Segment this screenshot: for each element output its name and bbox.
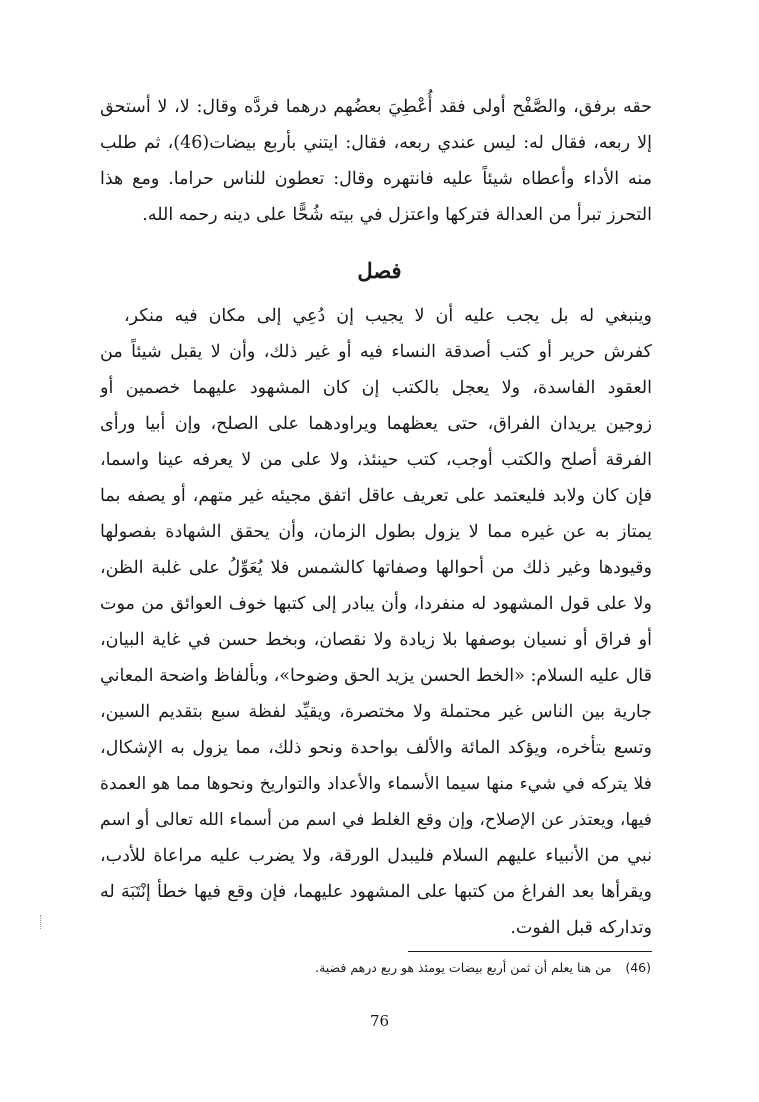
scan-mark — [40, 915, 43, 929]
text-line: التحرز تبرأ من العدالة فتركها واعتزل في بيته شُحًّا على دينه رحمه الله. — [142, 205, 652, 225]
text-line: فيها، ويعتذر عن الإصلاح، وإن وقع الغلط في اسم من أسماء الله تعالى أو اسم — [100, 810, 652, 830]
paragraph-1 — [100, 89, 652, 239]
section-heading: فصل — [357, 258, 402, 283]
footnote-text: من هنا يعلم أن ثمن أربع بيضات يومئذ هو ربع درهم فضية. — [315, 960, 612, 975]
text-line: حقه برفق، والصَّفْح أولى فقد أُعْطِيَ بعضُهم درهما فردَّه وقال: لا، لا أستحق — [100, 97, 652, 117]
text-line: ولا على قول المشهود له منفردا، وأن يبادر إلى كتبها خوف العوائق من موت — [100, 594, 652, 614]
text-line: كفرش حرير أو كتب أصدقة النساء فيه أو غير ذلك، وأن لا يقبل شيئاً من — [100, 342, 652, 362]
page-number: 76 — [369, 1012, 390, 1030]
footnote — [91, 960, 651, 975]
text-line: جارية بين الناس غير محتملة ولا مختصرة، ويقيِّد لفظة سبع بتقديم السين، — [100, 702, 652, 722]
text-line: إلا ربعه، فقال له: ليس عندي ربعه، فقال: ايتني بأربع بيضات(46)، ثم طلب — [100, 133, 652, 153]
text-line: وقيودها وغير ذلك من أحوالها وصفاتها كالشمس فلا يُعَوِّلُ على غلبة الظن، — [100, 558, 652, 578]
text-line: وينبغي له بل يجب عليه أن لا يجيب إن دُعِي إلى مكان فيه منكر، — [124, 306, 652, 326]
text-line: وتداركه قبل الفوت. — [510, 918, 652, 938]
text-line: فلا يتركه في شيء منها سيما الأسماء والأعداد والتواريخ ونحوها مما هو العمدة — [100, 774, 652, 794]
text-line: يمتاز به عن غيره مما لا يزول بطول الزمان، وأن يحقق الشهادة بفصولها — [100, 522, 652, 542]
footnote-number: (46) — [625, 960, 651, 975]
text-line: أو فراق أو نسيان بوصفها بلا زيادة ولا نقصان، وبخط حسن في غاية البيان، — [100, 630, 652, 650]
text-line: وتسع بتأخره، ويؤكد المائة والألف بواحدة ونحو ذلك، مما يزول به الإشكال، — [100, 738, 652, 758]
text-line: العقود الفاسدة، ولا يعجل بالكتب إن كان المشهود عليهما خصمين أو — [100, 378, 652, 398]
paragraph-2 — [100, 298, 652, 948]
text-line: ويقرأها بعد الفراغ من كتبها على المشهود عليهما، فإن وقع فيها خطأ إنْتَبَهَ له — [100, 882, 652, 902]
text-line: نبي من الأنبياء عليهم السلام فليبدل الورقة، ولا يضرب عليه مراعاة للأدب، — [100, 846, 652, 866]
text-line: منه الأداء وأعطاه شيئاً عليه فانتهره وقال: تعطون للناس حراما. ومع هذا — [100, 169, 652, 189]
text-line: زوجين يريدان الفراق، حتى يعظهما ويراودهما على الصلح، وإن أبيا ورأى — [100, 414, 652, 434]
footnote-separator — [408, 951, 652, 952]
text-line: قال عليه السلام: «الخط الحسن يزيد الحق وضوحا»، وبألفاظ واضحة المعاني — [100, 666, 652, 686]
text-line: فإن كان ولابد فليعتمد على تعريف عاقل اتفق مجيئه غير متهم، أو يصفه بما — [100, 486, 652, 506]
text-line: الفرقة أصلح والكتب أوجب، كتب حينئذ، ولا على من لا يعرفه عينا واسما، — [100, 450, 652, 470]
